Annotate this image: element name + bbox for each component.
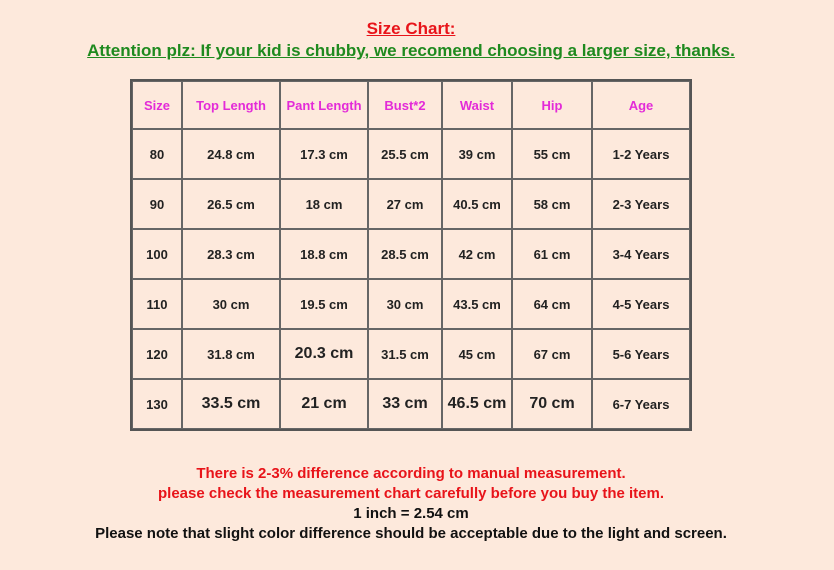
page-title: Size Chart: xyxy=(366,19,456,38)
cell-pant-length: 18 cm xyxy=(280,179,368,229)
column-header-top-length: Top Length xyxy=(182,81,280,129)
column-header-hip: Hip xyxy=(512,81,592,129)
cell-age: 2-3 Years xyxy=(592,179,690,229)
table-row xyxy=(132,279,690,329)
cell-age: 3-4 Years xyxy=(592,229,690,279)
cell-size: 120 xyxy=(132,329,182,379)
column-header-age: Age xyxy=(592,81,690,129)
cell-waist: 39 cm xyxy=(442,129,512,179)
cell-waist: 46.5 cm xyxy=(442,379,512,429)
cell-bust: 33 cm xyxy=(368,379,442,429)
cell-bust: 28.5 cm xyxy=(368,229,442,279)
table-row xyxy=(132,229,690,279)
cell-waist: 40.5 cm xyxy=(442,179,512,229)
cell-bust: 31.5 cm xyxy=(368,329,442,379)
cell-top-length: 33.5 cm xyxy=(182,379,280,429)
column-header-pant-length: Pant Length xyxy=(280,81,368,129)
cell-hip: 70 cm xyxy=(512,379,592,429)
check-chart-note: please check the measurement chart carefully before you buy the item. xyxy=(157,485,664,502)
column-header-waist: Waist xyxy=(442,81,512,129)
cell-age: 4-5 Years xyxy=(592,279,690,329)
cell-bust: 30 cm xyxy=(368,279,442,329)
cell-pant-length: 18.8 cm xyxy=(280,229,368,279)
cell-bust: 25.5 cm xyxy=(368,129,442,179)
cell-waist: 43.5 cm xyxy=(442,279,512,329)
cell-hip: 67 cm xyxy=(512,329,592,379)
size-chart-table xyxy=(132,81,690,429)
cell-waist: 42 cm xyxy=(442,229,512,279)
inch-conversion-note: 1 inch = 2.54 cm xyxy=(353,505,469,522)
cell-hip: 61 cm xyxy=(512,229,592,279)
cell-size: 80 xyxy=(132,129,182,179)
cell-size: 100 xyxy=(132,229,182,279)
table-row xyxy=(132,329,690,379)
attention-note: Attention plz: If your kid is chubby, we recomend choosing a larger size, thanks. xyxy=(87,41,735,60)
cell-bust: 27 cm xyxy=(368,179,442,229)
cell-age: 5-6 Years xyxy=(592,329,690,379)
cell-pant-length: 20.3 cm xyxy=(280,329,368,379)
cell-pant-length: 21 cm xyxy=(280,379,368,429)
cell-size: 130 xyxy=(132,379,182,429)
table-row xyxy=(132,379,690,429)
cell-age: 6-7 Years xyxy=(592,379,690,429)
color-difference-note: Please note that slight color difference should be acceptable due to the light and screen. xyxy=(95,525,727,542)
cell-pant-length: 19.5 cm xyxy=(280,279,368,329)
cell-pant-length: 17.3 cm xyxy=(280,129,368,179)
table-row xyxy=(132,179,690,229)
cell-top-length: 26.5 cm xyxy=(182,179,280,229)
cell-top-length: 31.8 cm xyxy=(182,329,280,379)
size-chart-table-container xyxy=(130,79,692,431)
measurement-difference-note: There is 2-3% difference according to manual measurement. xyxy=(196,465,626,482)
cell-hip: 64 cm xyxy=(512,279,592,329)
cell-hip: 58 cm xyxy=(512,179,592,229)
column-header-bust: Bust*2 xyxy=(368,81,442,129)
cell-age: 1-2 Years xyxy=(592,129,690,179)
cell-size: 90 xyxy=(132,179,182,229)
cell-size: 110 xyxy=(132,279,182,329)
cell-top-length: 30 cm xyxy=(182,279,280,329)
cell-top-length: 28.3 cm xyxy=(182,229,280,279)
cell-hip: 55 cm xyxy=(512,129,592,179)
cell-top-length: 24.8 cm xyxy=(182,129,280,179)
table-header-row xyxy=(132,81,690,129)
table-row xyxy=(132,129,690,179)
column-header-size: Size xyxy=(132,81,182,129)
cell-waist: 45 cm xyxy=(442,329,512,379)
